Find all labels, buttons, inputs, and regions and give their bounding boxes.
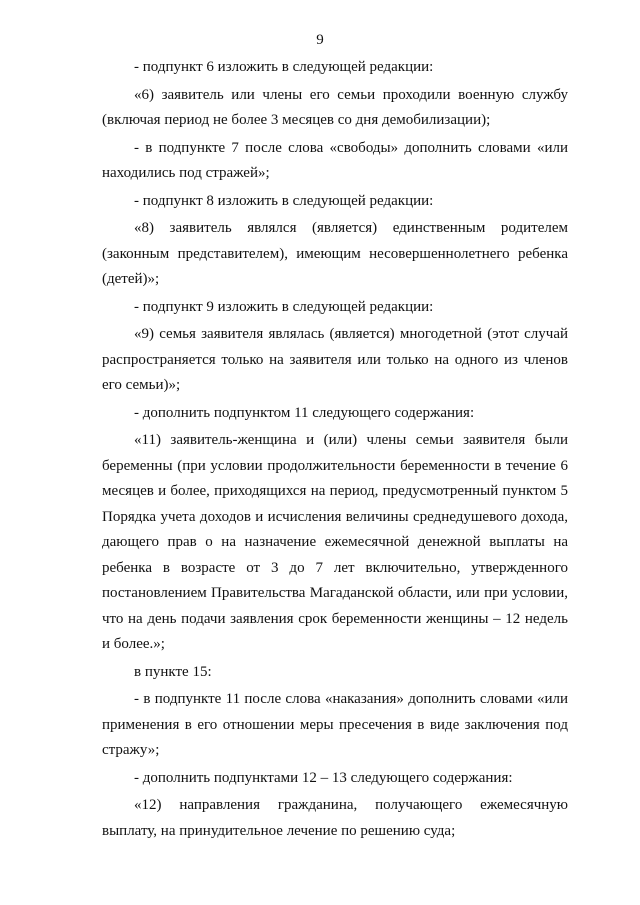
- paragraph-8: - дополнить подпунктом 11 следующего содержания:: [134, 404, 475, 421]
- paragraph-9: «11) заявитель-женщина и (или) члены семьи заявителя были беременны (при условии продолжительности беременности в течение 6 месяцев и более, приходящихся на период, предусмотренный пунктом 5 Порядка учета доходов и исчисления величины среднедушевого дохода, дающего прав о на назначение ежемесячной денежной выплаты на ребенка в возрасте от 3 до 7 лет включительно, утвержденного постановлением Правительства Магаданской области, или при условии, что на день подачи заявления срок беременности женщины – 12 недель и более.»;: [102, 432, 568, 652]
- paragraph-4: - подпункт 8 изложить в следующей редакции:: [134, 192, 434, 209]
- paragraph-11: - в подпункте 11 после слова «наказания» дополнить словами «или применения в его отношении меры пресечения в виде заключения под стражу»;: [102, 691, 568, 758]
- paragraph-10: в пункте 15:: [134, 663, 212, 680]
- paragraph-7: «9) семья заявителя являлась (является) многодетной (этот случай распространяется только на заявителя или только на одного из членов его семьи)»;: [102, 326, 568, 393]
- paragraph-1: - подпункт 6 изложить в следующей редакции:: [134, 59, 434, 75]
- paragraph-12: - дополнить подпунктами 12 – 13 следующего содержания:: [134, 769, 513, 786]
- paragraph-5: «8) заявитель являлся (является) единственным родителем (законным представителем), имеющим несовершеннолетнего ребенка (детей)»;: [102, 220, 568, 287]
- paragraph-6: - подпункт 9 изложить в следующей редакции:: [134, 298, 434, 315]
- paragraph-3: - в подпункте 7 после слова «свободы» дополнить словами «или находились под стражей»;: [102, 139, 568, 181]
- document-body: [102, 55, 568, 846]
- paragraph-2: «6) заявитель или члены его семьи проходили военную службу (включая период не более 3 месяцев со дня демобилизации);: [102, 86, 568, 128]
- page-number: 9: [316, 32, 324, 48]
- paragraph-13: «12) направления гражданина, получающего ежемесячную выплату, на принудительное лечение по решению суда;: [102, 797, 568, 839]
